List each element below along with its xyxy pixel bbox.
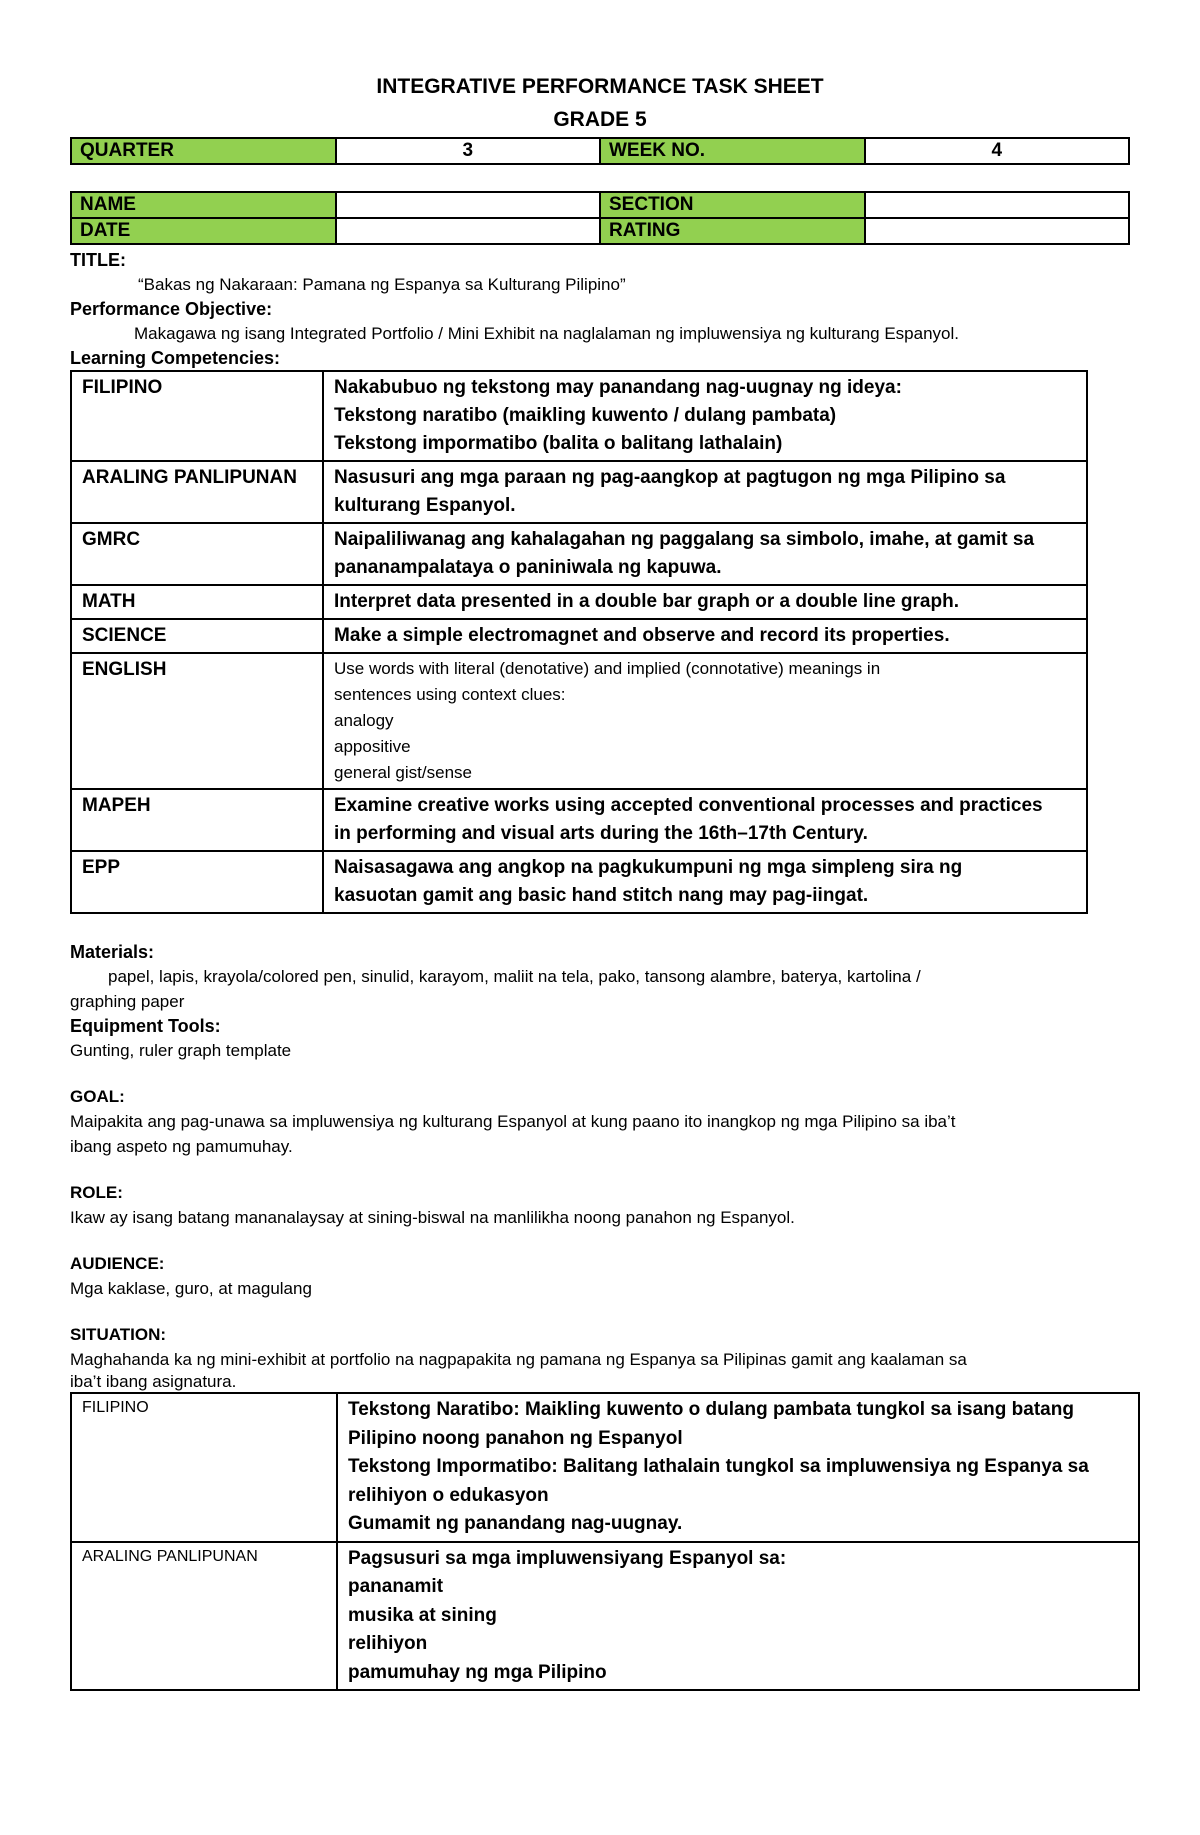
audience-text: Mga kaklase, guro, at magulang [70,1279,312,1298]
subject-cell: ARALING PANLIPUNAN [71,461,323,523]
situation-text-2: iba’t ibang asignatura. [70,1372,237,1391]
situation-text-1: Maghahanda ka ng mini-exhibit at portfolio na nagpapakita ng pamana ng Espanya sa Pilipinas gamit ang kaalaman sa [70,1350,967,1369]
week-label: WEEK NO. [600,138,865,164]
objective-label: Performance Objective: [70,299,273,319]
section-field[interactable] [865,192,1130,218]
audience-label: AUDIENCE: [70,1254,165,1273]
grade-heading: GRADE 5 [553,108,647,131]
competency-cell: Interpret data presented in a double bar graph or a double line graph. [323,585,1087,619]
competency-cell: Nasusuri ang mga paraan ng pag-aangkop at pagtugon ng mga Pilipino sa kulturang Espanyol. [323,461,1087,523]
section-label: SECTION [600,192,865,218]
table-row [71,653,1087,789]
subject-cell: ARALING PANLIPUNAN [71,1542,337,1691]
materials-label: Materials: [70,942,155,962]
table-row [71,371,1087,461]
title-label: TITLE: [70,250,126,270]
competency-cell: Examine creative works using accepted conventional processes and practices in performing and visual arts during the 16th–17th Century. [323,789,1087,851]
task-title: “Bakas ng Nakaraan: Pamana ng Espanya sa Kulturang Pilipino” [138,275,626,294]
subject-cell: GMRC [71,523,323,585]
competency-cell: Make a simple electromagnet and observe and record its properties. [323,619,1087,653]
competencies-table [70,370,1088,914]
task-cell: Tekstong Naratibo: Maikling kuwento o dulang pambata tungkol sa isang batang Pilipino noong panahon ng Espanyol Tekstong Impormatibo: Balitang lathalain tungkol sa impluwensiya ng Espanya sa relihiyon o edukasyon Gumamit ng panandang nag-uugnay. [337,1393,1139,1542]
subject-cell: ENGLISH [71,653,323,789]
task-cell: Pagsusuri sa mga impluwensiyang Espanyol sa: pananamit musika at sining relihiyon pamumuhay ng mga Pilipino [337,1542,1139,1691]
materials-text-1: papel, lapis, krayola/colored pen, sinulid, karayom, maliit na tela, pako, tansong alambre, baterya, kartolina / [108,967,921,986]
competency-cell: Use words with literal (denotative) and implied (connotative) meanings in sentences using context clues: analogy appositive general gist/sense [323,653,1087,789]
week-value: 4 [865,138,1130,164]
goal-text-1: Maipakita ang pag-unawa sa impluwensiya ng kulturang Espanyol at kung paano ito inangkop ng mga Pilipino sa iba’t [70,1112,956,1131]
subject-cell: SCIENCE [71,619,323,653]
competency-cell: Naipaliliwanag ang kahalagahan ng paggalang sa simbolo, imahe, at gamit sa pananampalataya o paniniwala ng kapuwa. [323,523,1087,585]
rating-label: RATING [600,218,865,244]
quarter-label: QUARTER [71,138,336,164]
name-label: NAME [71,192,336,218]
role-text: Ikaw ay isang batang mananalaysay at sining-biswal na manlilikha noong panahon ng Espanyol. [70,1208,795,1227]
table-row [71,789,1087,851]
situation-table [70,1392,1140,1691]
date-label: DATE [71,218,336,244]
subject-cell: EPP [71,851,323,913]
equipment-label: Equipment Tools: [70,1016,221,1036]
table-row [71,619,1087,653]
name-field[interactable] [336,192,601,218]
subject-cell: FILIPINO [71,1393,337,1542]
equipment-text: Gunting, ruler graph template [70,1041,292,1060]
date-field[interactable] [336,218,601,244]
goal-label: GOAL: [70,1087,125,1106]
competency-cell: Naisasagawa ang angkop na pagkukumpuni ng mga simpleng sira ng kasuotan gamit ang basic hand stitch nang may pag-iingat. [323,851,1087,913]
rating-field[interactable] [865,218,1130,244]
materials-text-2: graphing paper [70,992,185,1011]
competency-cell: Nakabubuo ng tekstong may panandang nag-uugnay ng ideya: Tekstong naratibo (maikling kuwento / dulang pambata) Tekstong impormatibo (balita o balitang lathalain) [323,371,1087,461]
table-row [71,585,1087,619]
goal-text-2: ibang aspeto ng pamumuhay. [70,1137,293,1156]
role-label: ROLE: [70,1183,123,1202]
competencies-label: Learning Competencies: [70,348,281,368]
table-row [71,851,1087,913]
table-row [71,1393,1139,1542]
table-row [71,1542,1139,1691]
student-info-table [70,191,1130,245]
table-row [71,523,1087,585]
sheet-title: INTEGRATIVE PERFORMANCE TASK SHEET [376,75,824,98]
subject-cell: MAPEH [71,789,323,851]
subject-cell: FILIPINO [71,371,323,461]
situation-label: SITUATION: [70,1325,167,1344]
table-row [71,461,1087,523]
quarter-value: 3 [336,138,601,164]
subject-cell: MATH [71,585,323,619]
objective-text: Makagawa ng isang Integrated Portfolio / Mini Exhibit na naglalaman ng impluwensiya ng kulturang Espanyol. [134,324,959,343]
quarter-table [70,137,1130,165]
